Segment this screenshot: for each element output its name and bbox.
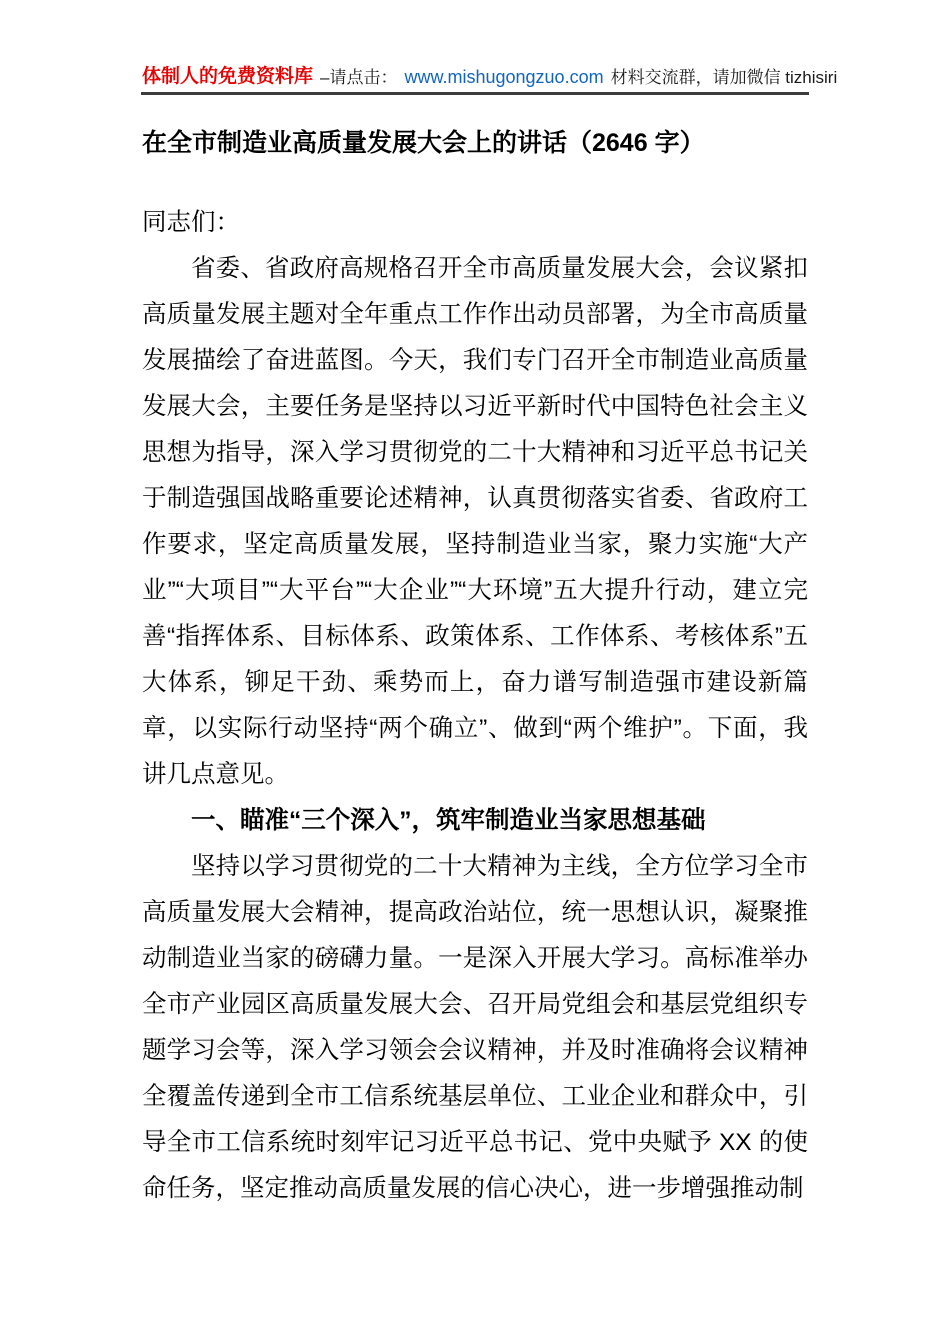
promo-header	[142, 0, 838, 92]
promo-suffix: 材料交流群，请加微信 tizhisiri	[610, 68, 838, 87]
body-paragraph: 省委、省政府高规格召开全市高质量发展大会，会议紧扣高质量发展主题对全年重点工作作出动员部署，为全市高质量发展描绘了奋进蓝图。今天，我们专门召开全市制造业高质量发展大会，主要任务是坚持以习近平新时代中国特色社会主义思想为指导，深入学习贯彻党的二十大精神和习近平总书记关于制造强国战略重要论述精神，认真贯彻落实省委、省政府工作要求，坚定高质量发展，坚持制造业当家，聚力实施“大产业”“大项目”“大平台”“大企业”“大环境”五大提升行动，建立完善“指挥体系、目标体系、政策体系、工作体系、考核体系”五大体系，铆足干劲、乘势而上，奋力谱写制造强市建设新篇章，以实际行动坚持“两个确立”、做到“两个维护”。下面，我讲几点意见。	[142, 255, 808, 788]
page-title: 在全市制造业高质量发展大会上的讲话（2646 字）	[142, 129, 705, 157]
section-heading: 一、瞄准“三个深入”，筑牢制造业当家思想基础	[191, 807, 706, 834]
document-content	[142, 120, 808, 1212]
promo-link[interactable]: www.mishugongzuo.com	[404, 67, 604, 87]
salutation: 同志们：	[142, 209, 240, 236]
promo-brand: 体制人的免费资料库	[142, 66, 314, 87]
body-paragraph: 坚持以学习贯彻党的二十大精神为主线，全方位学习全市高质量发展大会精神，提高政治站位，统一思想认识，凝聚推动制造业当家的磅礴力量。一是深入开展大学习。高标准举办全市产业园区高质量发展大会、召开局党组会和基层党组织专题学习会等，深入学习领会会议精神，并及时准确将会议精神全覆盖传递到全市工信系统基层单位、工业企业和群众中，引导全市工信系统时刻牢记习近平总书记、党中央赋予 XX 的使命任务，坚定推动高质量发展的信心决心，进一步增强推动制	[142, 853, 808, 1202]
header-divider	[141, 92, 809, 95]
promo-prompt: –请点击：	[320, 68, 398, 87]
